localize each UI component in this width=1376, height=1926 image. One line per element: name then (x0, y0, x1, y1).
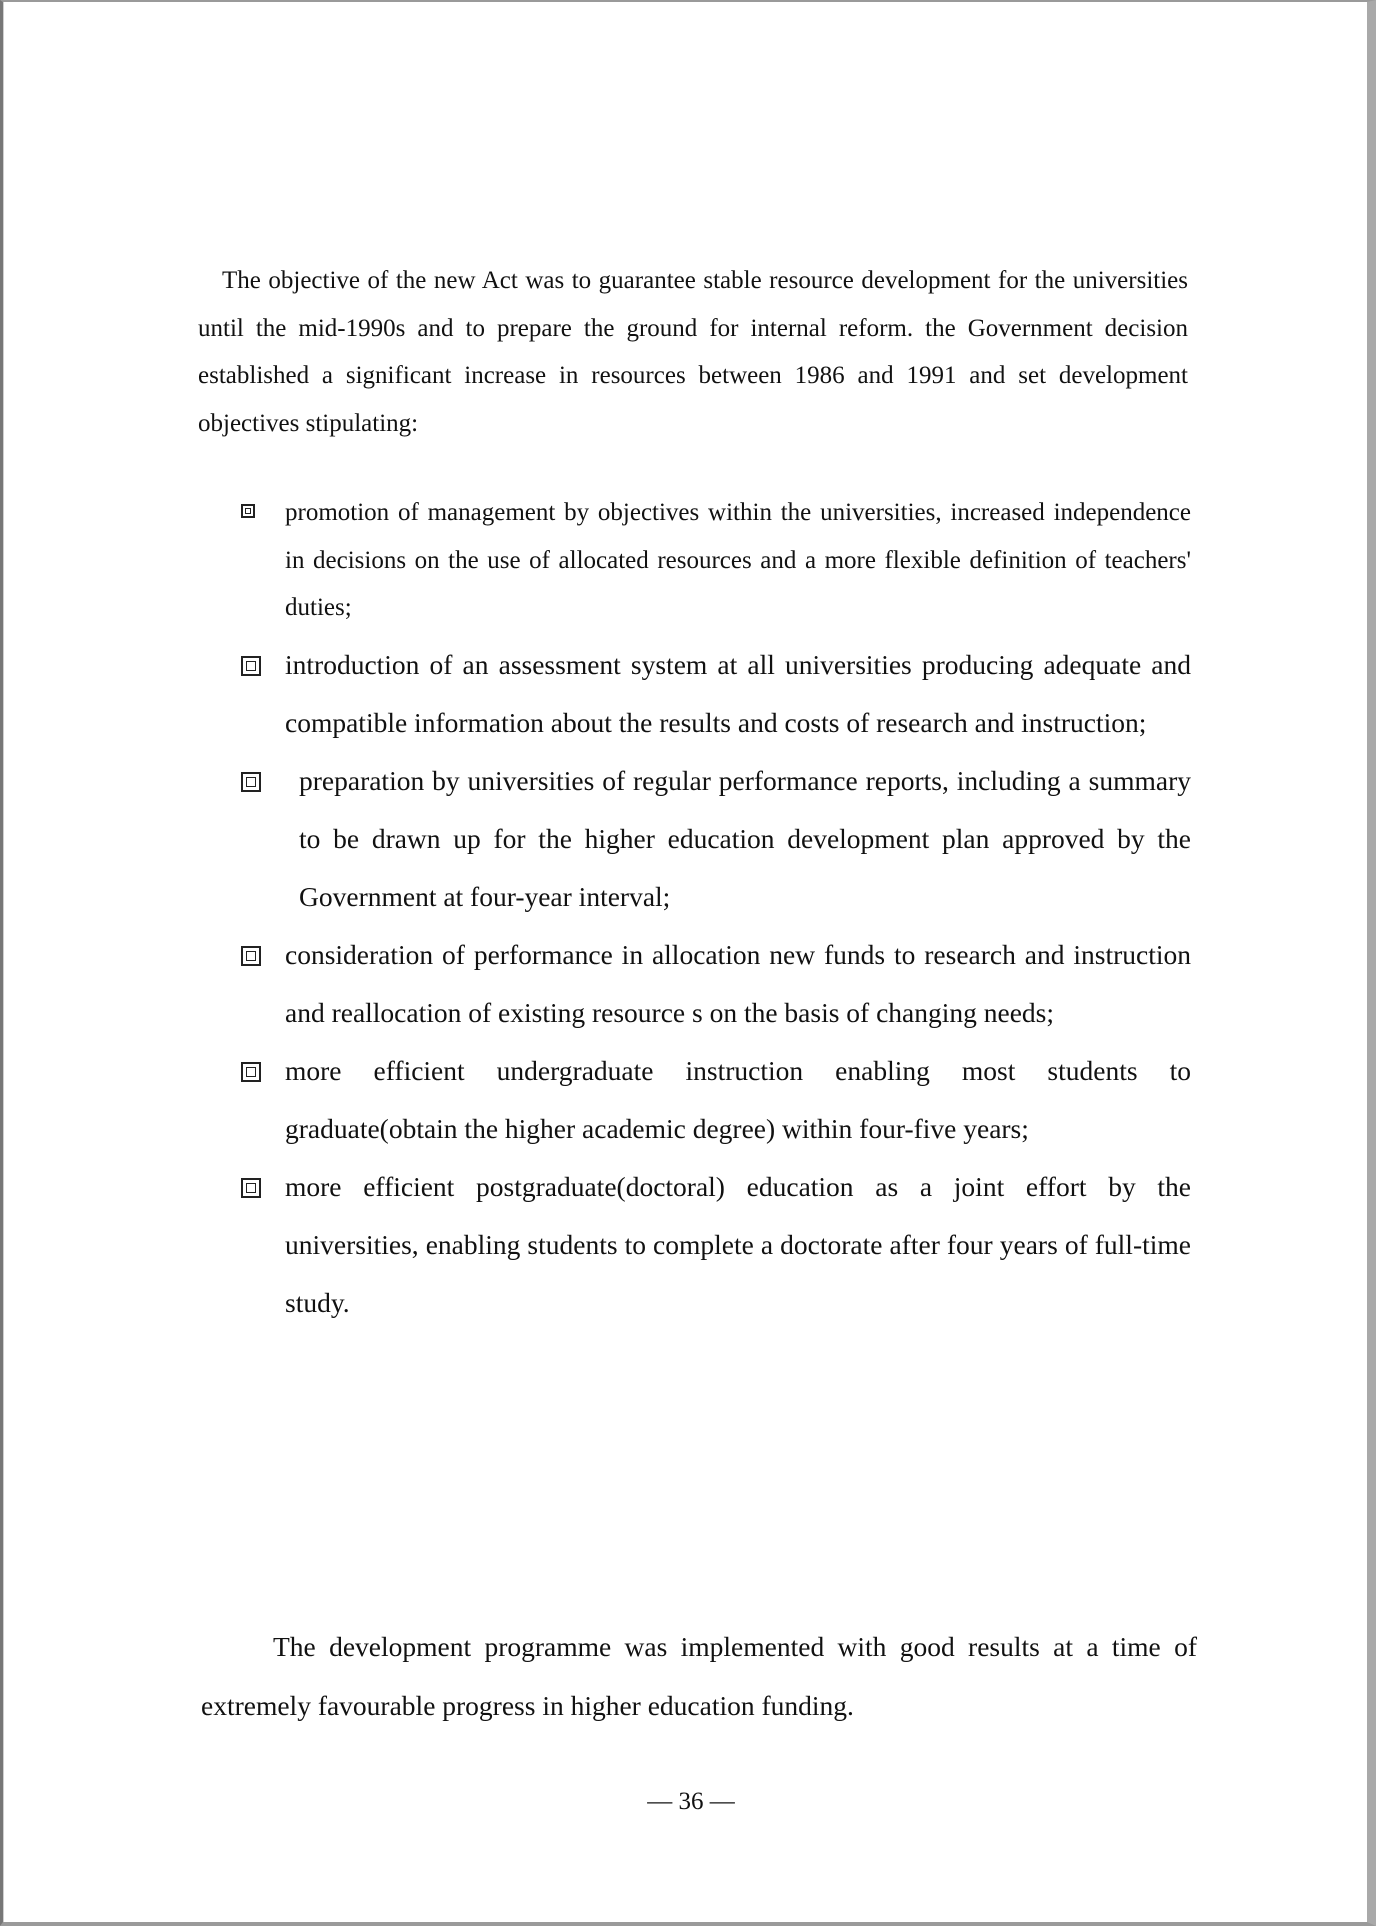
square-bullet-icon (241, 1178, 261, 1198)
list-item-text: introduction of an assessment system at all universities producing adequate and compatible information about the results and costs of research and instruction; (285, 648, 1191, 738)
list-item-text: more efficient postgraduate(doctoral) education as a joint effort by the universities, enabling students to complete a doctorate after four years of full-time study. (285, 1170, 1191, 1318)
list-item-text: preparation by universities of regular performance reports, including a summary to be drawn up for the higher education development plan approved by the Government at four-year interval; (299, 764, 1191, 912)
square-bullet-icon (241, 772, 261, 792)
list-item-text: more efficient undergraduate instruction enabling most students to graduate(obtain the higher academic degree) within four-five years; (285, 1054, 1191, 1144)
objectives-list (239, 489, 1191, 1332)
list-item (239, 636, 1191, 752)
list-item (239, 489, 1191, 632)
outro-paragraph: The development programme was implemented with good results at a time of extremely favourable progress in higher education funding. (201, 1631, 1197, 1721)
intro-paragraph: The objective of the new Act was to guarantee stable resource development for the universities until the mid-1990s and to prepare the ground for internal reform. the Government decision established a significant increase in resources between 1986 and 1991 and set development objectives stipulating: (198, 267, 1188, 437)
square-bullet-icon (241, 946, 261, 966)
list-item-text: promotion of management by objectives within the universities, increased independence in decisions on the use of allocated resources and a more flexible definition of teachers' duties; (285, 499, 1191, 621)
list-item (239, 1042, 1191, 1158)
page-number: — 36 — (647, 1788, 735, 1815)
square-bullet-icon (241, 656, 261, 676)
square-bullet-icon (241, 1062, 261, 1082)
list-item (239, 1158, 1191, 1332)
list-item (239, 926, 1191, 1042)
square-bullet-icon (241, 504, 255, 518)
list-item-text: consideration of performance in allocation new funds to research and instruction and reallocation of existing resource s on the basis of changing needs; (285, 938, 1191, 1028)
list-item (239, 752, 1191, 926)
